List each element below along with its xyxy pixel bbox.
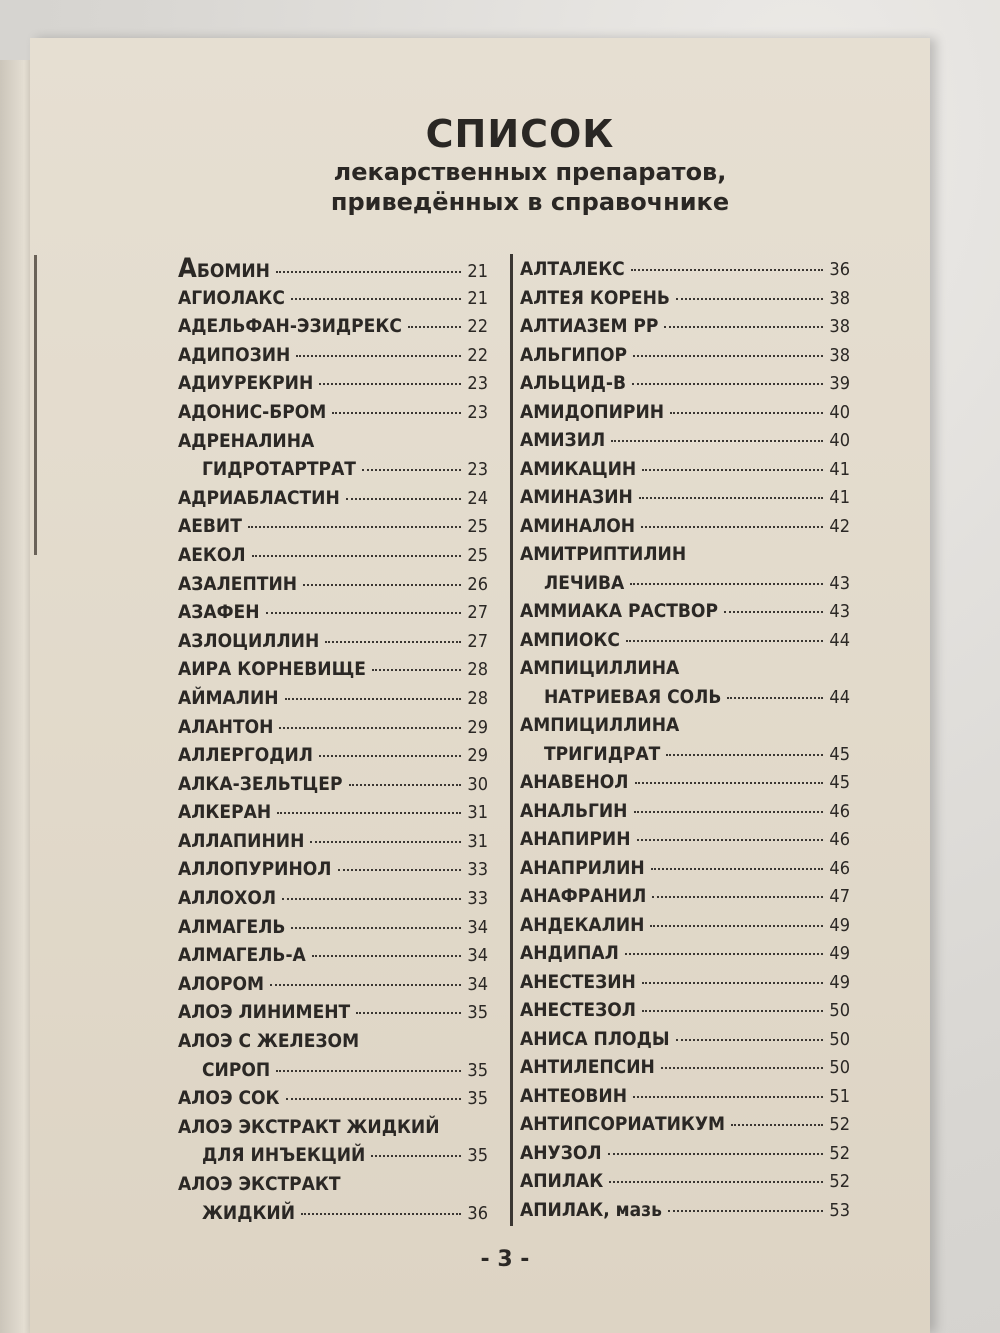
entry-name: НАТРИЕВАЯ СОЛЬ [544, 685, 722, 708]
entry-name: АНДИПАЛ [520, 942, 619, 964]
entry-page-number: 36 [829, 259, 850, 280]
dot-leader [248, 526, 461, 528]
index-entry [178, 284, 488, 313]
entry-page-number: 51 [829, 1085, 850, 1107]
index-entry [520, 911, 850, 940]
dot-leader [310, 841, 461, 843]
entry-name: АЛЛОХОЛ [178, 887, 277, 910]
dot-leader [637, 839, 824, 841]
spine-shadow [34, 255, 37, 555]
dot-leader [661, 1067, 824, 1069]
entry-page-number: 45 [829, 772, 850, 793]
entry-page-number: 45 [829, 743, 850, 765]
entry-page-number: 25 [467, 516, 488, 538]
dot-leader [642, 1010, 823, 1012]
index-entry [178, 1199, 488, 1228]
entry-page-number: 49 [829, 943, 850, 964]
dot-leader [349, 784, 462, 786]
dot-leader [609, 1181, 823, 1183]
index-entry [520, 312, 850, 341]
dot-leader [626, 640, 823, 642]
entry-name: АНИСА ПЛОДЫ [520, 1027, 670, 1050]
entry-name: АНАПРИЛИН [520, 856, 645, 879]
entry-name: АМИКАЦИН [520, 457, 637, 480]
entry-name: АПИЛАК, мазь [520, 1198, 662, 1221]
entry-page-number: 31 [467, 802, 488, 824]
index-entry [520, 455, 850, 484]
dot-leader [631, 269, 824, 271]
entry-name: АЕКОЛ [178, 543, 246, 566]
entry-page-number: 30 [467, 773, 488, 795]
entry-page-number: 21 [467, 261, 488, 282]
entry-page-number: 23 [467, 401, 488, 423]
entry-name: АНТИПСОРИАТИКУМ [520, 1113, 726, 1135]
index-entry [178, 655, 488, 684]
entry-page-number: 36 [467, 1202, 488, 1224]
entry-name: АДЕЛЬФАН-ЭЗИДРЕКС [178, 315, 402, 338]
dot-leader [372, 669, 461, 671]
dot-leader [635, 782, 824, 784]
entry-name: АНЕСТЕЗИН [520, 970, 636, 993]
dot-leader [664, 326, 823, 328]
entry-name: АМИНАЗИН [520, 486, 633, 508]
entry-page-number: 27 [467, 602, 488, 624]
index-entry [178, 312, 488, 341]
dot-leader [641, 526, 823, 528]
entry-name: АМИТРИПТИЛИН [520, 543, 687, 565]
index-entry [178, 884, 488, 913]
index-entry [178, 827, 488, 856]
entry-page-number: 27 [467, 630, 488, 652]
index-entry [520, 996, 850, 1025]
entry-page-number: 35 [467, 1145, 488, 1167]
index-entry [520, 1196, 850, 1225]
entry-name: АЛЬЦИД-В [520, 372, 626, 394]
entry-page-number: 46 [829, 800, 850, 822]
dot-leader [727, 697, 823, 699]
index-entry [178, 741, 488, 770]
entry-name: ДЛЯ ИНЪЕКЦИЙ [202, 1144, 366, 1167]
entry-page-number: 33 [467, 859, 488, 881]
entry-name: АЛКА-ЗЕЛЬТЦЕР [178, 772, 343, 795]
entry-page-number: 38 [829, 316, 850, 337]
index-entry [178, 541, 488, 570]
index-entry [178, 512, 488, 541]
entry-page-number: 21 [467, 287, 488, 309]
index-entry [178, 598, 488, 627]
entry-page-number: 28 [467, 659, 488, 681]
entry-name: АЛЬГИПОР [520, 343, 628, 366]
dot-leader [666, 754, 823, 756]
index-entry [178, 398, 488, 427]
dot-leader [668, 1210, 823, 1212]
index-entry [520, 255, 850, 284]
entry-name: АЛМАГЕЛЬ [178, 915, 286, 938]
entry-name: АДОНИС-БРОМ [178, 400, 327, 423]
index-entry [178, 1113, 488, 1142]
dot-leader [676, 1039, 824, 1041]
page-title: СПИСОК [425, 112, 615, 156]
index-entry [178, 627, 488, 656]
entry-name: АДИПОЗИН [178, 343, 291, 366]
entry-page-number: 35 [467, 1059, 488, 1081]
index-entry [520, 654, 850, 683]
dot-leader [652, 896, 823, 898]
index-entry [520, 512, 850, 541]
index-entry [178, 484, 488, 513]
entry-name: АДРЕНАЛИНА [178, 429, 315, 452]
dot-leader [608, 1153, 824, 1155]
dot-leader [279, 727, 461, 729]
entry-name: АМИНАЛОН [520, 514, 636, 537]
dot-leader [642, 982, 824, 984]
entry-name: АЛОЭ ЛИНИМЕНТ [178, 1001, 351, 1024]
index-entry [178, 570, 488, 599]
index-entry [520, 540, 850, 569]
entry-name: АДРИАБЛАСТИН [178, 486, 340, 509]
dot-leader [642, 469, 823, 471]
entry-name: АЙМАЛИН [178, 686, 279, 709]
entry-page-number: 34 [467, 916, 488, 938]
entry-page-number: 46 [829, 829, 850, 850]
dot-leader [611, 440, 823, 442]
index-entry [178, 455, 488, 484]
index-entry [520, 284, 850, 313]
entry-name: АНТИЛЕПСИН [520, 1056, 655, 1078]
entry-name: ГИДРОТАРТРАТ [202, 458, 356, 481]
entry-page-number: 43 [829, 572, 850, 594]
index-entry [178, 970, 488, 999]
entry-name: АЛМАГЕЛЬ-А [178, 944, 306, 967]
index-entry [520, 426, 850, 455]
page-subtitle-line1: лекарственных препаратов, [333, 158, 727, 186]
dot-leader [634, 811, 824, 813]
entry-page-number: 52 [829, 1171, 850, 1192]
entry-name: АЛОЭ С ЖЕЛЕЗОМ [178, 1030, 360, 1053]
column-divider [510, 254, 513, 1226]
index-entry [520, 1167, 850, 1196]
entry-page-number: 38 [829, 287, 850, 309]
entry-page-number: 22 [467, 316, 488, 338]
index-entry [178, 341, 488, 370]
dot-leader [252, 555, 462, 557]
entry-page-number: 53 [829, 1199, 850, 1221]
index-entry [178, 798, 488, 827]
entry-page-number: 25 [467, 544, 488, 566]
dot-leader [632, 383, 823, 385]
dot-leader [303, 584, 461, 586]
entry-name: ЖИДКИЙ [202, 1201, 296, 1224]
index-entry [178, 855, 488, 884]
entry-name: АНЕСТЕЗОЛ [520, 999, 636, 1021]
entry-page-number: 50 [829, 1028, 850, 1050]
page-subtitle-line2: приведённых в справочнике [330, 188, 730, 216]
index-entry [520, 939, 850, 968]
dot-leader [630, 583, 823, 585]
dot-leader [724, 611, 823, 613]
index-entry [520, 483, 850, 512]
index-entry [520, 968, 850, 997]
dot-leader [639, 497, 824, 499]
dot-leader [731, 1124, 823, 1126]
entry-name: АНАЛЬГИН [520, 799, 628, 822]
entry-name: ЛЕЧИВА [544, 571, 625, 594]
dot-leader [312, 955, 462, 957]
entry-page-number: 44 [829, 629, 850, 651]
entry-page-number: 44 [829, 686, 850, 708]
entry-name: АНУЗОЛ [520, 1141, 602, 1164]
dot-leader [286, 1098, 462, 1100]
entry-page-number: 23 [467, 373, 488, 395]
entry-page-number: 40 [829, 430, 850, 451]
dot-leader [319, 755, 461, 757]
dot-leader [285, 698, 462, 700]
entry-page-number: 35 [467, 1002, 488, 1024]
index-entry [520, 398, 850, 427]
dot-leader [282, 898, 461, 900]
entry-name: АГИОЛАКС [178, 286, 285, 309]
index-entry [178, 1056, 488, 1085]
entry-page-number: 49 [829, 971, 850, 993]
entry-name: АМПИОКС [520, 628, 620, 651]
index-entry [520, 854, 850, 883]
entry-page-number: 22 [467, 344, 488, 366]
dot-leader [371, 1155, 461, 1157]
entry-page-number: 46 [829, 857, 850, 879]
index-entry [520, 1025, 850, 1054]
entry-page-number: 50 [829, 1000, 850, 1021]
entry-name: АЛОЭ СОК [178, 1087, 280, 1110]
entry-name: АБОМИН [178, 253, 270, 284]
dot-leader [670, 412, 823, 414]
entry-page-number: 29 [467, 716, 488, 738]
dot-leader [270, 984, 461, 986]
entry-name: АИРА КОРНЕВИЩЕ [178, 658, 366, 681]
entry-page-number: 31 [467, 830, 488, 852]
entry-name: АЛЛОПУРИНОЛ [178, 858, 332, 881]
index-entry [178, 713, 488, 742]
entry-name: АЛТИАЗЕМ РР [520, 315, 659, 337]
entry-page-number: 47 [829, 886, 850, 907]
dot-leader [319, 383, 461, 385]
index-entry [178, 369, 488, 398]
entry-page-number: 40 [829, 401, 850, 423]
index-entry [178, 427, 488, 456]
entry-name: АЗЛОЦИЛЛИН [178, 629, 320, 652]
entry-name: АЛТЕЯ КОРЕНЬ [520, 286, 670, 309]
dot-leader [276, 1070, 461, 1072]
entry-name: АЛАНТОН [178, 715, 274, 738]
index-entry [178, 1141, 488, 1170]
index-entry [520, 341, 850, 370]
index-entry [520, 740, 850, 769]
index-entry [520, 825, 850, 854]
entry-name: АММИАКА РАСТВОР [520, 600, 718, 622]
entry-name: АЛОЭ ЭКСТРАКТ ЖИДКИЙ [178, 1115, 440, 1138]
entry-page-number: 34 [467, 945, 488, 967]
index-entry [520, 683, 850, 712]
index-entry [520, 1082, 850, 1111]
dot-leader [276, 271, 461, 273]
dot-leader [625, 953, 824, 955]
dot-leader [356, 1012, 461, 1014]
entry-name: АНТЕОВИН [520, 1084, 628, 1107]
index-entry [178, 941, 488, 970]
dot-leader [650, 925, 823, 927]
dot-leader [651, 868, 824, 870]
entry-name: АЛКЕРАН [178, 801, 272, 824]
entry-page-number: 42 [829, 515, 850, 537]
entry-name: АЕВИТ [178, 515, 242, 538]
entry-page-number: 26 [467, 573, 488, 595]
entry-page-number: 43 [829, 601, 850, 622]
page-number: - 3 - [480, 1247, 530, 1272]
entry-name: АЗАФЕН [178, 601, 260, 624]
entry-name: АМИЗИЛ [520, 429, 606, 451]
entry-page-number: 24 [467, 487, 488, 509]
index-entry [178, 998, 488, 1027]
index-entry [178, 1084, 488, 1113]
dot-leader [346, 498, 462, 500]
index-entry [520, 597, 850, 626]
entry-name: АЛЛАПИНИН [178, 829, 305, 852]
index-entry [520, 1139, 850, 1168]
dot-leader [325, 641, 461, 643]
index-entry [520, 882, 850, 911]
entry-name: АЛОЭ ЭКСТРАКТ [178, 1173, 341, 1195]
entry-name: АМПИЦИЛЛИНА [520, 657, 680, 679]
entry-page-number: 34 [467, 973, 488, 995]
entry-page-number: 23 [467, 459, 488, 481]
entry-page-number: 41 [829, 487, 850, 508]
index-entry [178, 1027, 488, 1056]
entry-page-number: 39 [829, 373, 850, 394]
index-entry [178, 770, 488, 799]
entry-name: АМИДОПИРИН [520, 400, 665, 423]
dot-leader [296, 355, 461, 357]
entry-page-number: 33 [467, 888, 488, 910]
index-entry [520, 1053, 850, 1082]
dot-leader [408, 326, 462, 328]
entry-name: АПИЛАК [520, 1170, 604, 1192]
dot-leader [362, 469, 461, 471]
entry-page-number: 49 [829, 914, 850, 936]
entry-name: АНДЕКАЛИН [520, 913, 645, 936]
dot-leader [291, 298, 461, 300]
dot-leader [338, 869, 462, 871]
index-entry [520, 569, 850, 598]
entry-page-number: 35 [467, 1088, 488, 1110]
entry-name: ТРИГИДРАТ [544, 742, 661, 765]
entry-page-number: 41 [829, 458, 850, 480]
index-entry [520, 797, 850, 826]
entry-page-number: 29 [467, 745, 488, 767]
entry-name: АНАВЕНОЛ [520, 771, 629, 793]
entry-name: АМПИЦИЛЛИНА [520, 714, 680, 736]
entry-page-number: 38 [829, 344, 850, 366]
index-entry [520, 369, 850, 398]
entry-name: АЛТАЛЕКС [520, 258, 625, 280]
index-column-right [520, 255, 850, 1224]
entry-page-number: 52 [829, 1142, 850, 1164]
dot-leader [301, 1213, 461, 1215]
index-entry [178, 1170, 488, 1199]
index-entry [520, 1110, 850, 1139]
index-column-left [178, 255, 488, 1227]
index-entry [520, 711, 850, 740]
entry-name: АЛЛЕРГОДИЛ [178, 744, 313, 767]
entry-page-number: 50 [829, 1057, 850, 1078]
dot-leader [291, 927, 461, 929]
entry-name: АЛОРОМ [178, 972, 265, 995]
entry-name: АНАПИРИН [520, 828, 631, 850]
dot-leader [266, 612, 462, 614]
index-entry [178, 684, 488, 713]
entry-page-number: 52 [829, 1114, 850, 1135]
dot-leader [633, 1096, 823, 1098]
dot-leader [277, 812, 461, 814]
entry-name: АДИУРЕКРИН [178, 372, 314, 395]
dot-leader [332, 412, 461, 414]
index-entry [520, 626, 850, 655]
index-entry [178, 255, 488, 284]
dot-leader [633, 355, 823, 357]
dot-leader [676, 298, 823, 300]
entry-name: АНАФРАНИЛ [520, 885, 647, 907]
index-entry [178, 913, 488, 942]
index-entry [520, 768, 850, 797]
entry-name: АЗАЛЕПТИН [178, 572, 298, 595]
entry-name: СИРОП [202, 1058, 271, 1081]
entry-page-number: 28 [467, 687, 488, 709]
